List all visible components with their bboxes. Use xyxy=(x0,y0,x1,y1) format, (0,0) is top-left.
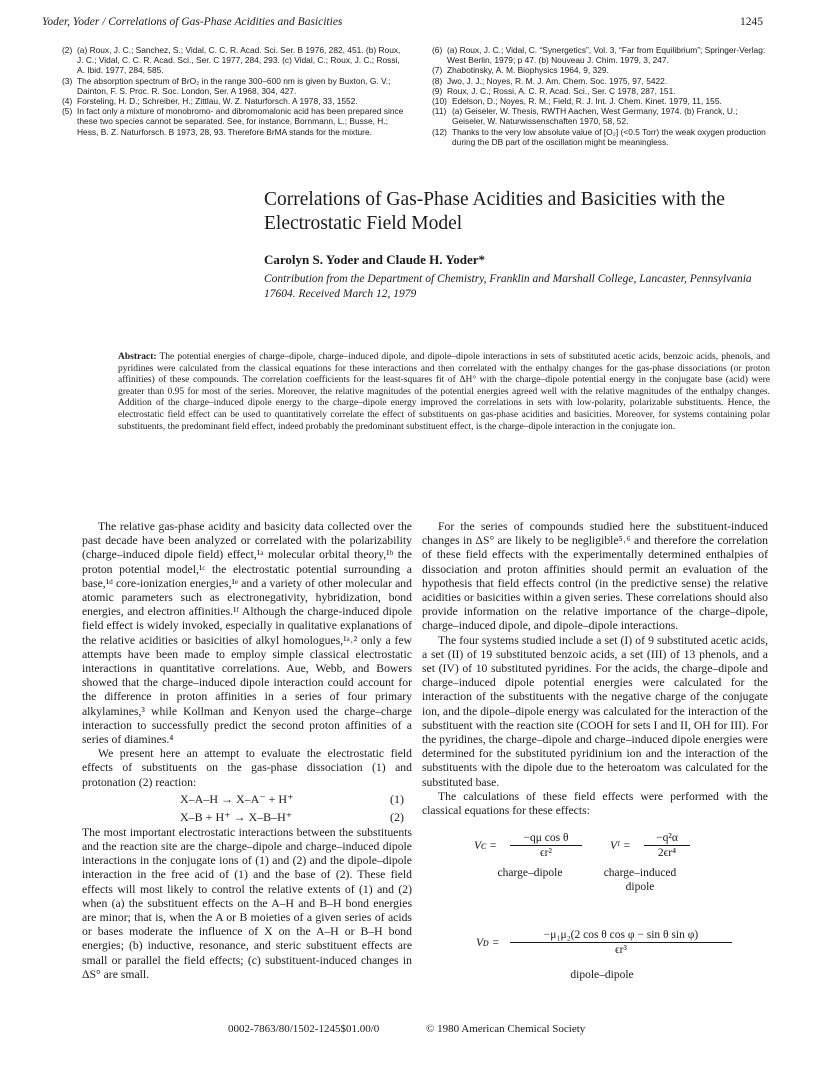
references-right-column xyxy=(432,45,772,147)
fraction-numerator: −qμ cos θ xyxy=(510,831,582,846)
article-code: 0002-7863/80/1502-1245$01.00/0 xyxy=(228,1023,380,1035)
equation-2 xyxy=(82,808,412,826)
charge-dipole-lhs: Vᴄ = xyxy=(474,840,497,853)
body-paragraph: The relative gas-phase acidity and basicity data collected over the past decade have been analyzed or correlated with the polarizability (charge–induced dipole field) effect,¹ᵃ molecular orbital theory,¹ᵇ the proton potential model,¹ᶜ the electrostatic potential surrounding a base,¹ᵈ core-ionization energies,¹ᵉ and a variety of other molecular and atomic parameters such as electronegativity, hybridization, bond energies, and electron affinities.¹ᶠ Although the charge-induced dipole field effect is widely invoked, especially in qualitative explanations of the relative acidities or basicities of alkyl homologues,¹ᵃ˒² only a few attempts have been made to employ simple classical electrostatic interactions in quantitative correlations. Aue, Webb, and Bowers showed that the charge–induced dipole interaction could account for the difference in proton affinities in a series of four primary alkylamines,³ while Kollman and Kenyon used the charge–charge interaction to successfully predict the second proton affinities of a series of diamines.⁴ xyxy=(82,520,412,747)
running-title: Yoder, Yoder / Correlations of Gas-Phase Acidities and Basicities xyxy=(42,16,343,28)
equation-number: (2) xyxy=(390,809,404,824)
reference-item: (7) Zhabotinsky, A. M. Biophysics 1964, 9, 329. xyxy=(432,65,609,76)
body-paragraph: For the series of compounds studied here the substituent-induced changes in ΔS° are likely to be negligible⁵˒⁶ and therefore the correlation of these field effects with the experimentally determined enthalpies of dissociation and proton affinities should permit an evaluation of the hypothesis that field effects control (in the predictive sense) the relative acidities or basicities within a given series. These correlations should also provide information on the relative importance of the charge–dipole, charge–induced dipole, and dipole–dipole interactions. xyxy=(422,520,768,633)
induced-dipole-lhs: Vᴵ = xyxy=(610,840,631,853)
equation-number: (1) xyxy=(390,791,404,806)
fraction-numerator: −q²α xyxy=(644,831,690,846)
dipole-dipole-lhs: Vᴅ = xyxy=(476,937,500,950)
copyright-notice: © 1980 American Chemical Society xyxy=(426,1023,586,1035)
fraction-numerator: −μ₁μ₂(2 cos θ cos φ − sin θ sin φ) xyxy=(510,928,732,943)
reference-item: (3) The absorption spectrum of BrO₂ in the range 300–600 nm is given by Buxton, G. V.; Dainton, F. S. Proc. R. Soc. London, Ser. A 1968, 304, 427. xyxy=(62,75,391,96)
charge-dipole-fraction xyxy=(510,831,582,860)
equation-expression: X–A–H → X–A⁻ + H⁺ xyxy=(180,791,294,806)
page-number: 1245 xyxy=(740,16,763,28)
body-left-column xyxy=(82,520,412,982)
article-title: Correlations of Gas-Phase Acidities and Basicities with the Electrostatic Field Model xyxy=(264,189,725,234)
dipole-dipole-label: dipole–dipole xyxy=(570,969,634,982)
body-paragraph: The four systems studied include a set (I) of 9 substituted acetic acids, a set (II) of 19 substituted benzoic acids, a set (III) of 13 phenols, and a set (IV) of 10 substituted pyridines. For the acids, the charge–dipole and charge–induced dipole potential energies were calculated for the interaction of the substituents with the negative charge of the conjugate ion, and the dipole–dipole energy was calculated for the interaction of the substituent with the reaction site (COOH for sets I and II, OH for III). For the pyridines, the charge–dipole and charge–induced dipole energies were determined for the substituted pyridinium ion and the interaction of the substituents with the dipole due to the heteroatom was calculated for the substituted base. xyxy=(422,633,768,789)
fraction-denominator: ϵr³ xyxy=(615,944,627,957)
induced-dipole-fraction xyxy=(644,831,690,860)
reference-item: (4) Forsteling, H. D.; Schreiber, H.; Zittlau, W. Z. Naturforsch. A 1978, 33, 1552. xyxy=(62,96,358,107)
abstract-text: The potential energies of charge–dipole, charge–induced dipole, and dipole–dipole interactions in sets of substituted acetic acids, benzoic acids, phenols, and pyridines were calculated from the classical equations for these interactions and then correlated with the enthalpy changes for the gas-phase dissociations (or proton affinities) of these compounds. The correlation coefficients for the least-squares fit of ΔH° with the charge–dipole potential energy in the conjugate base (acid) were greater than 0.95 for most of the series. Moreover, the relative magnitudes of the potential energies agreed well with the relative magnitudes of the enthalpy changes. Addition of the charge–induced dipole energy to the charge–dipole energy improved the correlations in sets with low-polarity, polarizable substituents. Hence, the electrostatic field effect can be used to quantitatively correlate the effect of substituents on gas-phase acidities and basicities. Moreover, for systems containing polar substituents, the predominant field effect, indeed probably the predominant substituent effect, is the charge–dipole interaction in the conjugate ion. xyxy=(118,352,770,432)
equation-expression: X–B + H⁺ → X–B–H⁺ xyxy=(180,809,293,824)
reference-item: (2) (a) Roux, J. C.; Sanchez, S.; Vidal, C. C. R. Acad. Sci. Ser. B 1976, 282, 451. (b) Roux, J. C.; Vidal, C. C. R. Acad. Sci., Ser. C 1977, 284, 293. (c) Vidal, C.; Roux, J. C.; Rossi, A. Ibid. 1977, 284, 585. xyxy=(62,45,401,76)
body-paragraph: The most important electrostatic interactions between the substituents and the reaction site are the charge–dipole and charge–induced dipole interactions in the conjugate ions of (1) and (2) and the dipole–dipole interaction in the free acid of (1) and the base of (2). These field effects will most likely to control the relative extents of (1) and (2) when (a) the substituent effects on the A–H and B–H bond energies are minor; that is, when the A or B moieties of a given series of acids or bases moderate the influence of X on the A–H or B–H bond energies; (b) inductive, resonance, and steric substituent effects are small or parallel the field effects; (c) substituent-induced changes in ΔS° are small. xyxy=(82,825,412,981)
charge-dipole-label: charge–dipole xyxy=(497,867,563,880)
dipole-dipole-fraction xyxy=(510,928,732,957)
charge-induced-dipole-label: charge–induced dipole xyxy=(603,867,677,894)
reference-item: (6) (a) Roux, J. C.; Vidal, C. “Synergetics”, Vol. 3, “Far from Equilibrium”; Springer-Verlag: West Berlin, 1979; p 47. (b) Nouveau J. Chim. 1979, 3, 247. xyxy=(432,45,766,66)
body-right-column xyxy=(422,520,768,1026)
reference-item: (12) Thanks to the very low absolute value of [O₂] (<0.5 Torr) the weak oxygen production during the DB part of the oscillation might be meaningless. xyxy=(432,126,766,147)
references-left-column xyxy=(62,45,405,137)
reference-item: (11) (a) Geiseler, W. Thesis, RWTH Aachen, West Germany, 1974. (b) Franck, U.; Geiseler, W. Naturwissenschaften 1970, 58, 52. xyxy=(432,106,738,127)
abstract xyxy=(118,352,770,433)
reference-item: (8) Jwo, J. J.; Noyes, R. M. J. Am. Chem. Soc. 1975, 97, 5422. xyxy=(432,75,668,86)
fraction-denominator: 2ϵr⁴ xyxy=(657,847,677,860)
body-paragraph: We present here an attempt to evaluate the electrostatic field effects of substituents on the gas-phase dissociation (1) and protonation (2) reaction: xyxy=(82,747,412,789)
article-affiliation: Contribution from the Department of Chemistry, Franklin and Marshall College, Lancaster, Pennsylvania 17604. Received March 12, 1979 xyxy=(264,273,752,300)
body-paragraph: The calculations of these field effects were performed with the classical equations for these effects: xyxy=(422,789,768,818)
abstract-label: Abstract: xyxy=(118,352,157,362)
running-header xyxy=(42,16,763,32)
reference-item: (9) Roux, J. C.; Rossi, A. C. R. Acad. Sci., Ser. C 1978, 287, 151. xyxy=(432,85,676,96)
article-authors: Carolyn S. Yoder and Claude H. Yoder* xyxy=(264,252,486,267)
reference-item: (5) In fact only a mixture of monobromo- and dibromomalonic acid has been prepared since these two species cannot be separated. See, for instance, Bornmann, L.; Busse, H.; Hess, B. Z. Naturforsch. B 1973, 28, 93. Therefore BrMA stands for the mixture. xyxy=(62,106,404,137)
equation-1 xyxy=(82,790,412,808)
reference-item: (10) Edelson, D.; Noyes, R. M.; Field, R. J. Int. J. Chem. Kinet. 1979, 11, 155. xyxy=(432,96,722,107)
fraction-denominator: ϵr² xyxy=(540,847,552,860)
field-effect-equations xyxy=(422,818,768,1026)
